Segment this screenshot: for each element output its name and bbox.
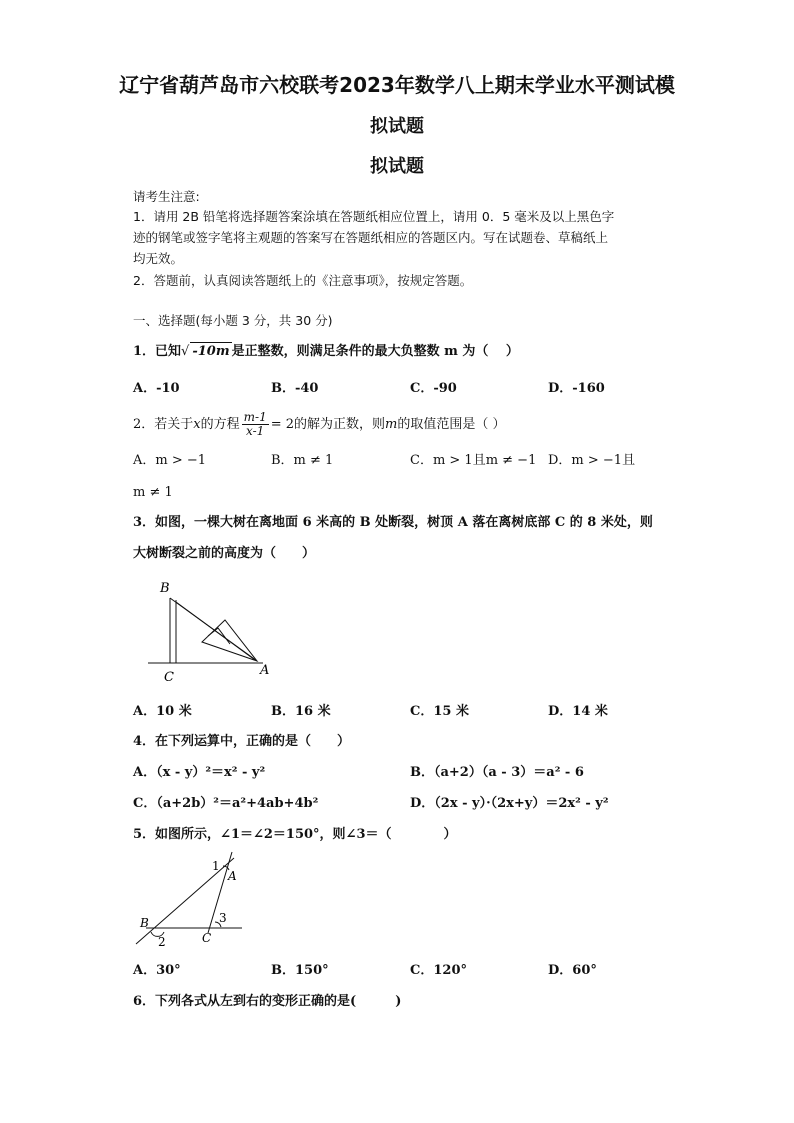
q2-option-d[interactable]: D．m > −1且 bbox=[548, 453, 636, 468]
q3-label-a: A bbox=[260, 663, 270, 678]
q2-fraction bbox=[242, 411, 269, 438]
q2-prefix: 2．若关于 bbox=[133, 417, 194, 432]
q5-option-a[interactable]: A．30° bbox=[133, 963, 181, 978]
question-1-stem: 1．已知√ -10m 是正整数，则满足条件的最大负整数 m 为（ ） bbox=[133, 344, 519, 359]
q4-option-d[interactable]: D．（2x - y）·（2x+y）＝2x² - y² bbox=[410, 796, 609, 811]
q4-option-a[interactable]: A．（x - y）²＝x² - y² bbox=[133, 765, 266, 780]
q5-angle-figure bbox=[130, 850, 250, 952]
page-subtitle: 拟试题 bbox=[370, 156, 424, 177]
q5-label-2: 2 bbox=[158, 935, 166, 949]
page-title: 辽宁省葫芦岛市六校联考2023年数学八上期末学业水平测试模 bbox=[119, 73, 675, 97]
section-heading: 一、选择题(每小题 3 分，共 30 分) bbox=[133, 313, 333, 328]
notice-item1-line1: 1．请用 2B 铅笔将选择题答案涂填在答题纸相应位置上，请用 0．5 毫米及以上黑色字 bbox=[133, 209, 615, 224]
q5-label-c: C bbox=[202, 931, 212, 945]
q2-mid: 的方程 bbox=[200, 417, 240, 432]
q2-suffix2: 的取值范围是（ ） bbox=[397, 417, 506, 432]
q3-tree-figure bbox=[140, 576, 280, 686]
q2-frac-num: m-1 bbox=[243, 410, 267, 424]
q2-suffix: 的解为正数，则 bbox=[294, 417, 386, 432]
q1-radicand: -10m bbox=[192, 344, 230, 359]
q5-option-d[interactable]: D．60° bbox=[548, 963, 597, 978]
q5-option-b[interactable]: B．150° bbox=[271, 963, 329, 978]
q3-label-b: B bbox=[160, 581, 170, 596]
question-3-line2: 大树断裂之前的高度为（ ） bbox=[133, 546, 316, 561]
question-6-stem: 6．下列各式从左到右的变形正确的是( ) bbox=[133, 994, 402, 1009]
q5-label-b: B bbox=[140, 916, 149, 930]
q1-option-d[interactable]: D．-160 bbox=[548, 381, 605, 396]
question-2-stem bbox=[133, 408, 506, 442]
question-4-stem: 4．在下列运算中，正确的是（ ） bbox=[133, 734, 351, 749]
notice-item2: 2．答题前，认真阅读答题纸上的《注意事项》，按规定答题。 bbox=[133, 273, 473, 288]
q2-option-c[interactable]: C．m > 1且m ≠ −1 bbox=[410, 453, 537, 468]
page-title-line2: 拟试题 bbox=[370, 116, 424, 137]
q2-var-m: m bbox=[385, 417, 398, 432]
q2-option-d-wrap: m ≠ 1 bbox=[133, 485, 173, 500]
q1-prefix: 1．已知 bbox=[133, 344, 182, 359]
q1-option-a[interactable]: A．-10 bbox=[133, 381, 180, 396]
q3-option-b[interactable]: B．16 米 bbox=[271, 704, 331, 719]
q4-option-c[interactable]: C．（a+2b）²＝a²+4ab+4b² bbox=[133, 796, 319, 811]
notice-item1-line2: 迹的钢笔或签字笔将主观题的答案写在答题纸相应的答题区内。写在试题卷、草稿纸上 bbox=[133, 230, 609, 245]
q5-label-a: A bbox=[228, 869, 237, 883]
q2-option-b[interactable]: B．m ≠ 1 bbox=[271, 453, 334, 468]
question-3-line1: 3．如图，一棵大树在离地面 6 米高的 B 处断裂，树顶 A 落在离树底部 C 的 8 米处，则 bbox=[133, 515, 653, 530]
q3-broken-top-2 bbox=[176, 602, 255, 660]
q5-label-3: 3 bbox=[219, 911, 227, 925]
q2-equals: = 2 bbox=[270, 417, 295, 432]
q3-label-c: C bbox=[164, 670, 174, 685]
q5-label-1: 1 bbox=[212, 859, 220, 873]
q3-crown-inner bbox=[208, 628, 230, 644]
notice-heading: 请考生注意: bbox=[133, 189, 200, 204]
q2-option-a[interactable]: A．m > −1 bbox=[133, 453, 207, 468]
q3-option-c[interactable]: C．15 米 bbox=[410, 704, 469, 719]
q2-var-x: x bbox=[193, 417, 201, 432]
notice-item1-line3: 均无效。 bbox=[133, 251, 184, 266]
q5-option-c[interactable]: C．120° bbox=[410, 963, 467, 978]
question-5-stem: 5．如图所示，∠1＝∠2＝150°，则∠3＝（ ） bbox=[133, 827, 457, 842]
q1-suffix: 是正整数，则满足条件的最大负整数 m 为（ ） bbox=[231, 344, 519, 359]
q2-frac-den: x-1 bbox=[246, 424, 265, 438]
q1-option-b[interactable]: B．-40 bbox=[271, 381, 319, 396]
q1-option-c[interactable]: C．-90 bbox=[410, 381, 457, 396]
q4-option-b[interactable]: B．（a+2）（a - 3）＝a² - 6 bbox=[410, 765, 584, 780]
q3-option-a[interactable]: A．10 米 bbox=[133, 704, 192, 719]
q3-option-d[interactable]: D．14 米 bbox=[548, 704, 608, 719]
